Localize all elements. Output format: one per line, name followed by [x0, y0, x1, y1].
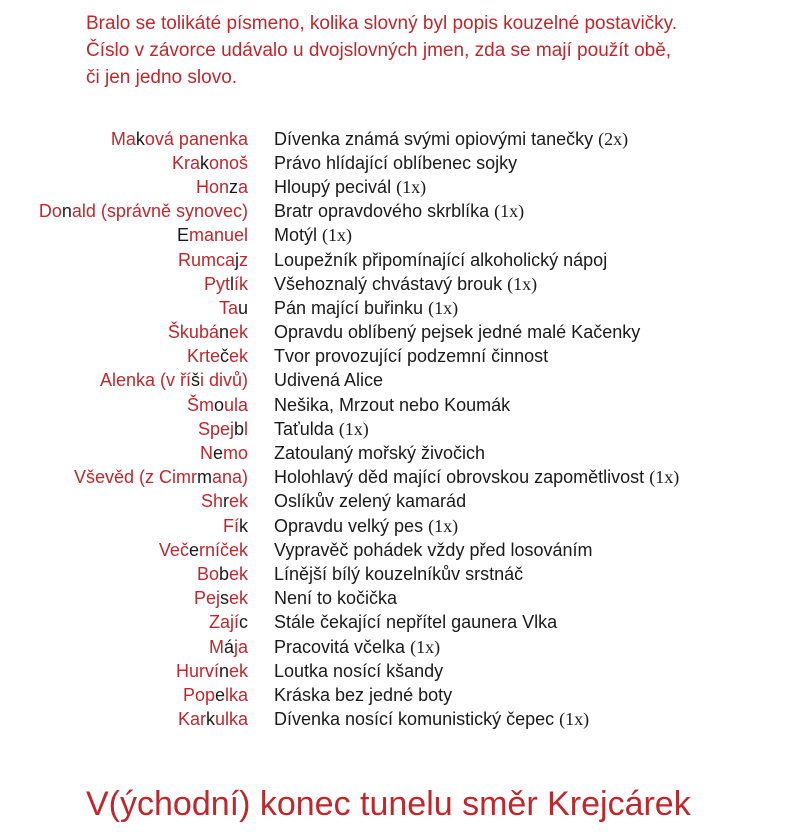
character-name-end: ová panenka: [144, 128, 248, 149]
character-description: [274, 612, 557, 633]
description-text: Tvor provozující podzemní činnost: [274, 346, 549, 367]
highlighted-letter: u: [237, 297, 248, 318]
character-name-end: ald (správně synovec): [71, 201, 248, 222]
character-name-end: lka: [224, 684, 248, 705]
highlighted-letter: r: [222, 491, 229, 512]
list-item: [0, 296, 796, 320]
character-name-start: Hurví: [175, 660, 219, 681]
character-name: [0, 540, 248, 561]
highlighted-letter: z: [228, 176, 238, 197]
character-name-end: l: [244, 418, 248, 439]
description-text: Opravdu oblíbený pejsek jedné malé Kačenky: [274, 322, 641, 343]
character-name-end: ek: [228, 563, 248, 584]
character-name: [0, 516, 248, 537]
list-item: [0, 248, 796, 272]
character-description: [274, 588, 397, 609]
character-description: [274, 250, 607, 271]
character-name-end: ana): [211, 467, 248, 488]
description-text: Dívenka nosící komunistický čepec: [274, 709, 555, 730]
character-description: [274, 709, 589, 730]
highlighted-letter: c: [239, 612, 248, 633]
highlighted-letter: s: [219, 588, 229, 609]
intro-line-3: či jen jedno slovo.: [86, 67, 238, 88]
character-name-end: rníček: [198, 539, 248, 560]
list-item: [0, 345, 796, 369]
list-item: [0, 200, 796, 224]
list-item: [0, 151, 796, 175]
character-name-start: Sh: [200, 491, 223, 512]
intro-text: [86, 10, 786, 91]
character-description: [274, 637, 440, 658]
word-count: (1x): [428, 515, 459, 536]
description-text: Pán mající buřinku: [274, 297, 424, 318]
character-name: [0, 491, 248, 512]
character-name: [0, 129, 248, 150]
list-item: [0, 562, 796, 586]
character-name: [0, 177, 248, 198]
highlighted-letter: b: [233, 418, 244, 439]
character-name: [0, 685, 248, 706]
character-name-end: ek: [228, 588, 248, 609]
description-text: Bratr opravdového skrblíka: [274, 201, 490, 222]
list-item: [0, 369, 796, 393]
character-description: [274, 467, 679, 488]
description-text: Udivená Alice: [274, 370, 384, 391]
description-text: Vypravěč pohádek vždy před losováním: [274, 539, 593, 560]
list-item: [0, 587, 796, 611]
list-item: [0, 490, 796, 514]
highlighted-letter: k: [135, 128, 145, 149]
character-name-end: ík: [233, 273, 248, 294]
description-text: Oslíkův zelený kamarád: [274, 491, 467, 512]
character-name-start: Ma: [110, 128, 136, 149]
list-item: [0, 441, 796, 465]
character-name: [0, 419, 248, 440]
list-item: [0, 393, 796, 417]
description-text: Opravdu velký pes: [274, 515, 424, 536]
character-name-end: ek: [228, 660, 248, 681]
character-description: [274, 395, 510, 416]
character-name-start: Pyt: [203, 273, 230, 294]
character-name-start: Alenka (v ří: [99, 370, 191, 391]
character-description: [274, 346, 548, 367]
character-name-start: Ta: [218, 297, 238, 318]
list-item: [0, 321, 796, 345]
highlighted-letter: á: [223, 636, 234, 657]
description-text: Stále čekající nepřítel gaunera Vlka: [274, 612, 558, 633]
character-description: [274, 322, 640, 343]
character-name-end: a: [237, 176, 248, 197]
character-name-end: i divů): [199, 370, 248, 391]
highlighted-letter: l: [229, 273, 234, 294]
description-text: Není to kočička: [274, 588, 398, 609]
character-name-end: onoš: [208, 152, 248, 173]
character-description: [274, 274, 537, 295]
character-name-start: Pop: [182, 684, 215, 705]
character-description: [274, 201, 524, 222]
list-item: [0, 417, 796, 441]
character-name: [0, 370, 248, 391]
character-name-end: ek: [228, 322, 248, 343]
highlighted-letter: b: [218, 563, 229, 584]
character-name: [0, 564, 248, 585]
word-count: (1x): [338, 418, 369, 439]
character-name: [0, 395, 248, 416]
word-count: (1x): [396, 176, 427, 197]
character-name: [0, 637, 248, 658]
description-text: Nešika, Mrzout nebo Koumák: [274, 394, 511, 415]
highlighted-letter: š: [190, 370, 200, 391]
highlighted-letter: e: [214, 684, 225, 705]
list-item: [0, 635, 796, 659]
character-name-start: Škubá: [167, 322, 219, 343]
character-description: [274, 370, 383, 391]
character-description: [274, 516, 458, 537]
description-text: Všehoznalý chvástavý brouk: [274, 273, 503, 294]
character-description: [274, 225, 352, 246]
word-count: (1x): [410, 636, 441, 657]
character-name: [0, 201, 248, 222]
character-name: [0, 274, 248, 295]
character-description: [274, 443, 485, 464]
character-name-start: Hon: [195, 176, 229, 197]
description-text: Línější bílý kouzelníkův srstnáč: [274, 563, 524, 584]
highlighted-letter: o: [213, 394, 224, 415]
character-description: [274, 419, 369, 440]
character-name-end: ulka: [214, 709, 248, 730]
word-count: (1x): [322, 225, 353, 246]
highlighted-letter: n: [218, 322, 229, 343]
list-item: [0, 272, 796, 296]
list-item: [0, 514, 796, 538]
list-item: [0, 175, 796, 199]
description-text: Taťulda: [274, 418, 334, 439]
word-count: (1x): [649, 467, 680, 488]
description-text: Zatoulaný mořský živočich: [274, 443, 486, 464]
character-list: [0, 127, 796, 732]
character-name-start: Vševěd (z Cimr: [73, 467, 197, 488]
character-description: [274, 685, 452, 706]
character-description: [274, 153, 517, 174]
character-name: [0, 225, 248, 246]
list-item: [0, 224, 796, 248]
description-text: Pracovitá včelka: [274, 636, 406, 657]
character-name-start: Šm: [186, 394, 214, 415]
highlighted-letter: k: [199, 152, 209, 173]
character-description: [274, 177, 426, 198]
character-name-start: Bo: [196, 563, 219, 584]
character-name-start: Več: [158, 539, 189, 560]
character-name-start: Rumca: [177, 249, 235, 270]
highlighted-letter: m: [196, 467, 212, 488]
character-name-end: manuel: [188, 225, 248, 246]
footer-title: V(ýchodní) konec tunelu směr Krejcárek: [86, 785, 691, 823]
character-name: [0, 661, 248, 682]
character-name-end: ula: [223, 394, 248, 415]
word-count: (1x): [507, 273, 538, 294]
character-name-end: z: [239, 249, 248, 270]
character-description: [274, 129, 628, 150]
character-description: [274, 491, 466, 512]
character-name: [0, 467, 248, 488]
intro-line-2: Číslo v závorce udávalo u dvojslovných jmen, zda se mají použít obě,: [86, 40, 672, 61]
character-name-start: Krte: [186, 346, 220, 367]
character-name: [0, 612, 248, 633]
character-name-start: Do: [38, 201, 62, 222]
description-text: Hloupý pecivál: [274, 176, 392, 197]
character-name-start: Spej: [197, 418, 234, 439]
description-text: Loupežník připomínající alkoholický nápoj: [274, 249, 608, 270]
word-count: (1x): [428, 297, 459, 318]
list-item: [0, 611, 796, 635]
character-name-start: Fí: [223, 515, 239, 536]
list-item: [0, 708, 796, 732]
character-name-start: M: [208, 636, 224, 657]
highlighted-letter: č: [219, 346, 229, 367]
character-description: [274, 564, 523, 585]
intro-line-1: Bralo se tolikáté písmeno, kolika slovný byl popis kouzelné postavičky.: [86, 13, 678, 34]
list-item: [0, 538, 796, 562]
character-name-start: Pej: [193, 588, 220, 609]
character-name: [0, 588, 248, 609]
list-item: [0, 683, 796, 707]
character-name: [0, 443, 248, 464]
word-count: (1x): [559, 709, 590, 730]
highlighted-letter: n: [218, 660, 229, 681]
description-text: Právo hlídající oblíbenec sojky: [274, 152, 518, 173]
list-item: [0, 127, 796, 151]
description-text: Holohlavý děd mající obrovskou zapomětlivost: [274, 467, 645, 488]
character-name: [0, 250, 248, 271]
character-name-end: mo: [222, 443, 248, 464]
character-name: [0, 346, 248, 367]
character-name-start: Kra: [171, 152, 200, 173]
highlighted-letter: n: [61, 201, 72, 222]
word-count: (1x): [494, 201, 525, 222]
description-text: Loutka nosící kšandy: [274, 660, 444, 681]
character-name: [0, 153, 248, 174]
character-name: [0, 709, 248, 730]
highlighted-letter: E: [176, 225, 189, 246]
character-name: [0, 322, 248, 343]
list-item: [0, 659, 796, 683]
description-text: Motýl: [274, 225, 318, 246]
highlighted-letter: k: [239, 515, 248, 536]
character-description: [274, 298, 458, 319]
character-name: [0, 298, 248, 319]
character-name-start: Zají: [208, 612, 239, 633]
character-name-end: ja: [233, 636, 248, 657]
highlighted-letter: j: [235, 249, 239, 270]
character-name-start: Kar: [177, 709, 206, 730]
highlighted-letter: k: [205, 709, 215, 730]
character-name-end: ek: [228, 491, 248, 512]
word-count: (2x): [598, 128, 629, 149]
highlighted-letter: e: [188, 539, 199, 560]
character-name-start: N: [199, 443, 213, 464]
list-item: [0, 466, 796, 490]
character-name-end: ek: [228, 346, 248, 367]
description-text: Kráska bez jedné boty: [274, 684, 453, 705]
character-description: [274, 540, 593, 561]
highlighted-letter: e: [212, 443, 223, 464]
character-description: [274, 661, 443, 682]
description-text: Dívenka známá svými opiovými tanečky: [274, 128, 594, 149]
